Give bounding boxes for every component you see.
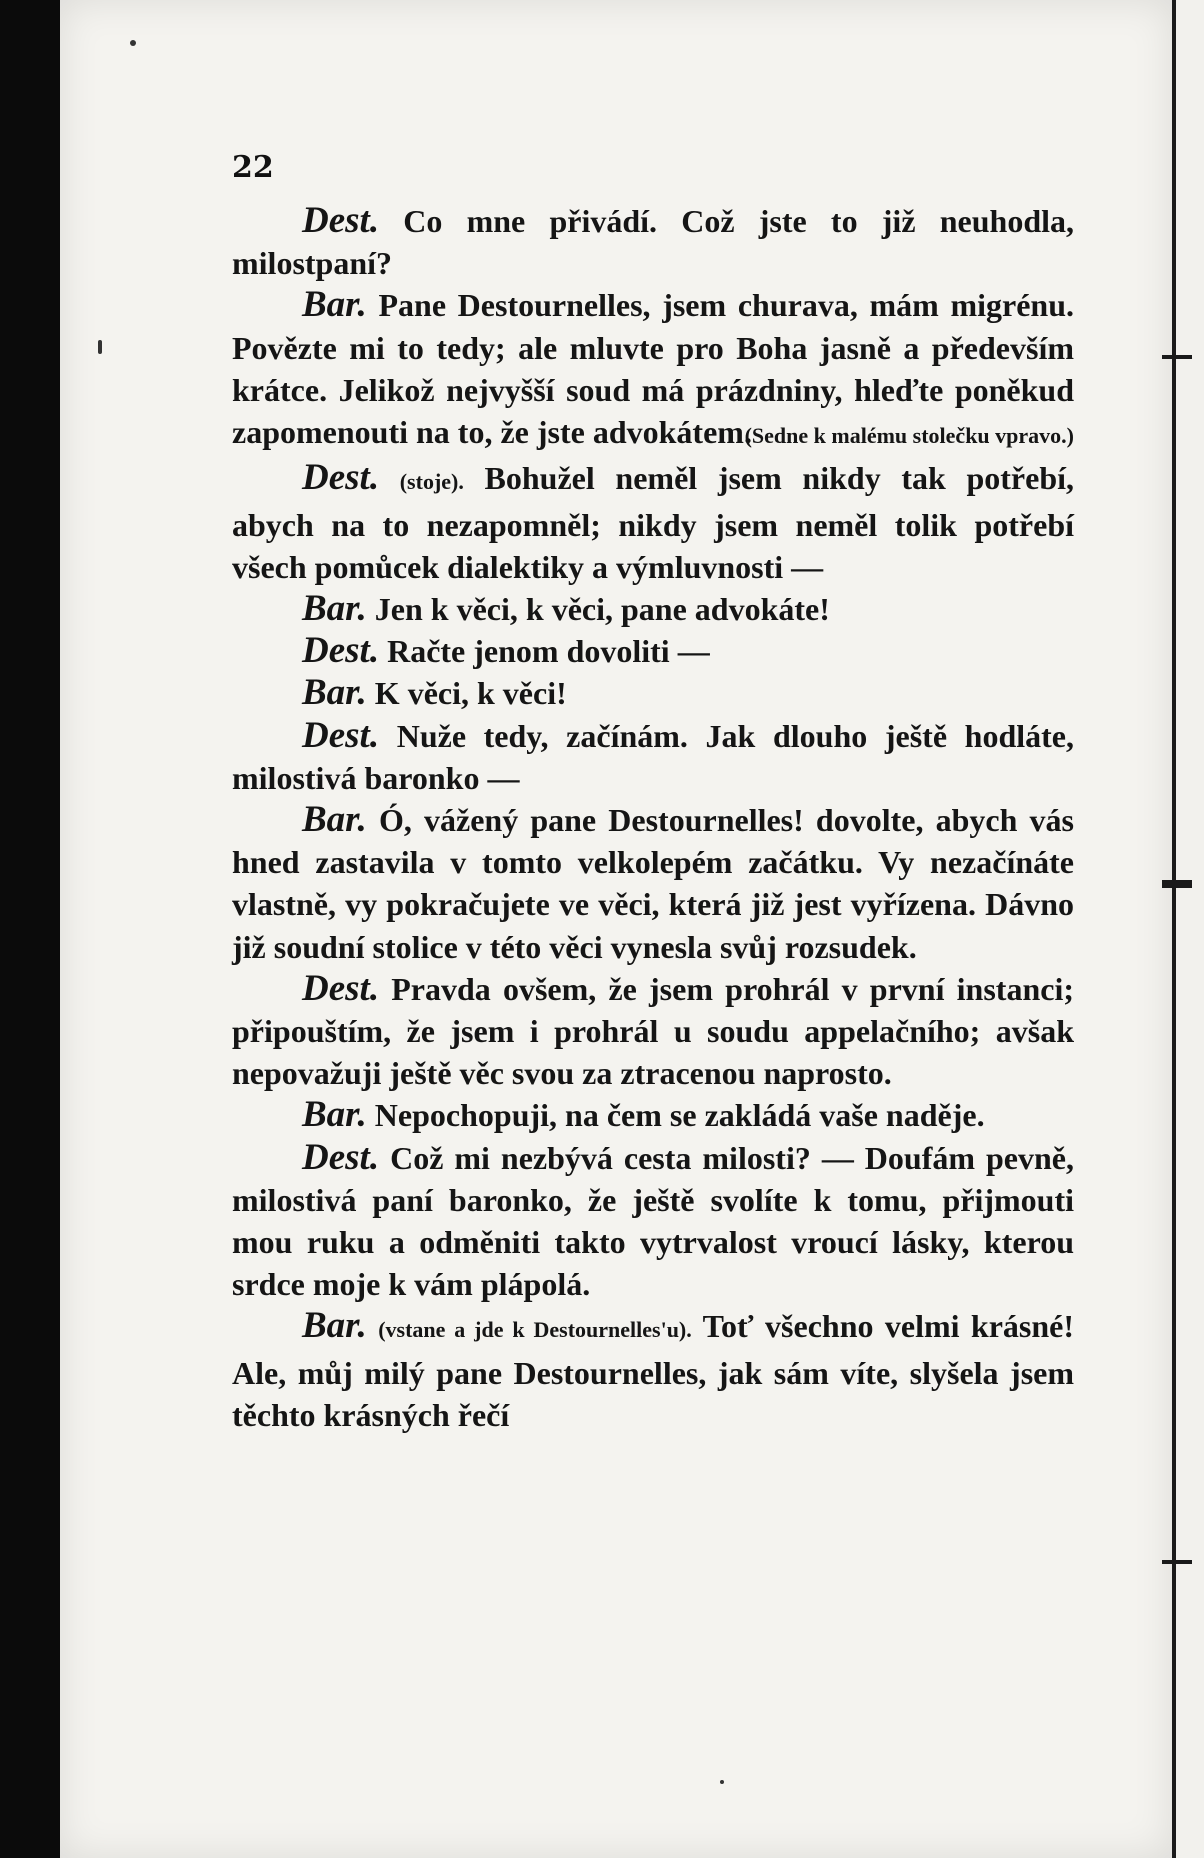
speaker-name: Bar. (302, 284, 367, 326)
speaker-name: Dest. (302, 967, 380, 1009)
paragraph-text: Jen k věci, k věci, pane advokáte! (374, 591, 830, 628)
dialogue-paragraph (232, 588, 1074, 630)
dialogue-paragraph (232, 1305, 1074, 1436)
speaker-name: Bar. (302, 799, 367, 841)
paragraph-text: Račte jenom dovoliti — (387, 633, 710, 670)
page-number: 22 (232, 150, 274, 185)
dialogue-paragraph (232, 200, 1074, 284)
paragraph-text: Což mi nezbývá cesta milosti? — Doufám pevně, milostivá paní baronko, že ještě svolíte k tomu, přijmouti mou ruku a odměniti takto vytrvalost vroucí lásky, kterou srdce moje k vám plápolá. (232, 1139, 1075, 1303)
paragraph-text: Nepochopuji, na čem se zakládá vaše naděje. (374, 1097, 985, 1134)
paragraph-text: K věci, k věci! (374, 675, 567, 712)
paragraph-text: Nuže tedy, začínám. Jak dlouho ještě hodláte, milostivá baronko — (232, 717, 1074, 796)
paragraph-text: Ó, vážený pane Destournelles! dovolte, abych vás hned zastavila v tomto velkolepém začátku. Vy nezačínáte vlastně, vy pokračujete ve věci, která již jest vyřízena. Dávno již soudní stolice v této věci vynesla svůj rozsudek. (232, 802, 1075, 965)
dialogue-paragraph (232, 1094, 1074, 1136)
dialogue-paragraph (232, 630, 1074, 672)
stage-direction: (Sedne k malému stolečku vpravo.) (744, 423, 1074, 449)
speaker-name: Bar. (302, 1305, 367, 1347)
dialogue-paragraph (232, 1137, 1074, 1306)
edge-mark (1162, 355, 1192, 359)
speaker-name: Dest. (302, 714, 380, 756)
dialogue-paragraph (232, 715, 1074, 799)
speaker-name: Dest. (302, 630, 380, 672)
edge-mark (1162, 880, 1192, 888)
stage-direction: (stoje). (399, 469, 464, 495)
speaker-name: Bar. (302, 672, 367, 714)
speaker-name: Bar. (302, 588, 367, 630)
paragraph-text: Pane Destournelles, jsem churava, mám migrénu. Povězte mi to tedy; ale mluvte pro Boha jasně a především krátce. Jelikož nejvyšší soud má prázdniny, hleďte poněkud zapomenouti na to, že jste advokátem. (232, 287, 1075, 451)
paragraph-text: Toť všechno velmi krásné! Ale, můj milý pane Destournelles, jak sám víte, slyšela jsem těchto krásných řečí (232, 1308, 1075, 1433)
stage-direction: (vstane a jde k Destournelles'u). (378, 1317, 692, 1343)
speaker-name: Dest. (302, 457, 380, 499)
speaker-name: Dest. (302, 1136, 380, 1178)
adjacent-page-edge (1172, 0, 1204, 1858)
dialogue-paragraph (232, 968, 1074, 1095)
paragraph-text: Co mne přivádí. Což jste to již neuhodla, milostpaní? (232, 203, 1075, 282)
paragraph-text: Pravda ovšem, že jsem prohrál v první instanci; připouštím, že jsem i prohrál u soudu appelačního; avšak nepovažuji ještě věc svou za ztracenou naprosto. (232, 970, 1075, 1092)
paragraph-text: Bohužel neměl jsem nikdy tak potřebí, abych na to nezapomněl; nikdy jsem neměl tolik potřebí všech pomůcek dialektiky a výmluvnosti — (232, 460, 1075, 585)
dialogue-paragraph (232, 799, 1074, 968)
speck (720, 1780, 724, 1784)
speaker-name: Bar. (302, 1094, 367, 1136)
speaker-name: Dest. (302, 200, 380, 241)
dialogue-text (232, 200, 1074, 1436)
dialogue-paragraph (232, 672, 1074, 714)
speck (98, 340, 102, 354)
speck (130, 40, 136, 46)
dialogue-paragraph (232, 457, 1074, 588)
edge-mark (1162, 1560, 1192, 1564)
